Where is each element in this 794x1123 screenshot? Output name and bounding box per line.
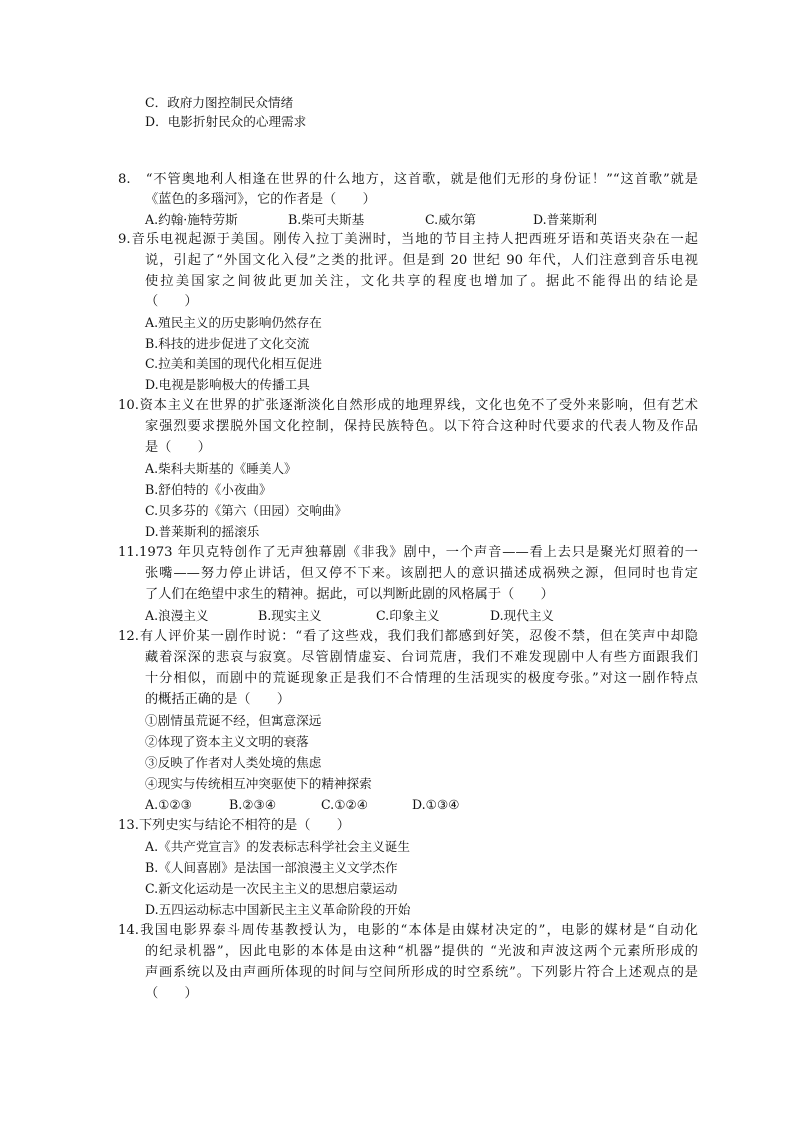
q9-stem-line: （ ） [145, 294, 198, 309]
q11-option-b: B.现实主义 [258, 608, 322, 623]
q10-stem-line: 家强烈要求摆脱外国文化控制，保持民族特色。以下符合这种时代要求的代表人物及作品 [145, 419, 698, 434]
q10-option-c: C.贝多芬的《第六（田园）交响曲》 [145, 503, 348, 518]
q10-stem-line: 是（ ） [145, 440, 211, 455]
q8-option-a: A.约翰·施特劳斯 [145, 212, 238, 227]
q13-stem-line: 13.下列史实与结论不相符的是（ ） [118, 818, 350, 833]
q14-stem-line: 声画系统以及由声画所体现的时间与空间所形成的时空系统”。下列影片符合上述观点的是 [145, 965, 698, 980]
q7-option-c: C．政府力图控制民众情绪 [145, 95, 294, 110]
q14-stem-line: 的纪录机器”，因此电影的本体是由这种“机器”提供的 “光波和声波这两个元素所形成的 [145, 944, 698, 959]
q12-statement: ④现实与传统相互冲突驱使下的精神探索 [145, 776, 372, 791]
q11-stem-line: 张嘴——努力停止讲话，但又停不下来。该剧把人的意识描述成祸殃之源，但同时也肯定 [145, 566, 698, 581]
q9-stem-line: 9.音乐电视起源于美国。刚传入拉丁美洲时，当地的节目主持人把西班牙语和英语夹杂在一起 [118, 232, 698, 247]
q11-option-a: A.浪漫主义 [145, 608, 209, 623]
q12-stem-line: 十分相似，而剧中的荒诞现象正是我们不合情理的生活现实的极度夸张。”对这一剧作特点 [145, 671, 698, 686]
q11-stem-line: 了人们在绝望中求生的精神。据此，可以判断此剧的风格属于（ ） [145, 587, 554, 602]
q8-option-b: B.柴可夫斯基 [288, 212, 365, 227]
q8-stem-line: 《蓝色的多瑙河》，它的作者是（ ） [145, 192, 376, 207]
q12-option-d: D.①③④ [412, 797, 460, 812]
q10-stem-line: 10.资本主义在世界的扩张逐渐淡化自然形成的地理界线，文化也免不了受外来影响，但有艺术 [118, 398, 698, 413]
q9-stem-line: 说，引起了“外国文化入侵”之类的批评。但是到 20 世纪 90 年代，人们注意到音乐电视 [145, 253, 698, 268]
q10-option-b: B.舒伯特的《小夜曲》 [145, 482, 272, 497]
q8-option-d: D.普莱斯利 [533, 212, 598, 227]
q12-option-a: A.①②③ [145, 797, 192, 812]
q9-option-b: B.科技的进步促进了文化交流 [145, 336, 310, 351]
q11-option-d: D.现代主义 [490, 608, 555, 623]
q12-statement: ②体现了资本主义文明的衰落 [145, 734, 309, 749]
q10-option-d: D.普莱斯利的摇滚乐 [145, 524, 260, 539]
q8-stem-line: 8. “不管奥地利人相逢在世界的什么地方，这首歌，就是他们无形的身份证！”“这首歌”就是 [118, 172, 698, 187]
q9-option-a: A.殖民主义的历史影响仍然存在 [145, 315, 322, 330]
q12-option-b: B.②③④ [229, 797, 277, 812]
q12-statement: ③反映了作者对人类处境的焦虑 [145, 755, 322, 770]
q11-stem-line: 11.1973 年贝克特创作了无声独幕剧《非我》剧中，一个声音——看上去只是聚光灯照着的一 [118, 545, 698, 560]
q14-stem-line: 14.我国电影界泰斗周传基教授认为，电影的“本体是由媒材决定的”，电影的媒材是“自动化 [118, 923, 698, 938]
q12-stem-line: 12.有人评价某一剧作时说：“看了这些戏，我们我们都感到好笑，忍俊不禁，但在笑声中却隐 [118, 629, 698, 644]
q12-statement: ①剧情虽荒诞不经，但寓意深远 [145, 713, 322, 728]
q7-option-d: D．电影折射民众的心理需求 [145, 114, 307, 129]
q13-option-c: C.新文化运动是一次民主主义的思想启蒙运动 [145, 881, 398, 896]
q14-stem-line: （ ） [145, 986, 198, 1001]
q9-option-c: C.拉美和美国的现代化相互促进 [145, 356, 322, 371]
q11-option-c: C.印象主义 [376, 608, 440, 623]
q12-stem-line: 藏着深深的悲哀与寂寞。尽管剧情虚妄、台词荒唐，我们不难发现剧中人有些方面跟我们 [145, 650, 698, 665]
q12-stem-line: 的概括正确的是（ ） [145, 692, 291, 707]
q13-option-a: A.《共产党宣言》的发表标志科学社会主义诞生 [145, 839, 410, 854]
q13-option-d: D.五四运动标志中国新民主主义革命阶段的开始 [145, 902, 411, 917]
q8-option-c: C.威尔第 [425, 212, 476, 227]
q13-option-b: B.《人间喜剧》是法国一部浪漫主义文学杰作 [145, 860, 398, 875]
q12-option-c: C.①②④ [321, 797, 369, 812]
q9-stem-line: 使拉美国家之间彼此更加关注，文化共享的程度也增加了。据此不能得出的结论是 [145, 274, 698, 289]
q10-option-a: A.柴科夫斯基的《睡美人》 [145, 461, 297, 476]
q9-option-d: D.电视是影响极大的传播工具 [145, 377, 310, 392]
